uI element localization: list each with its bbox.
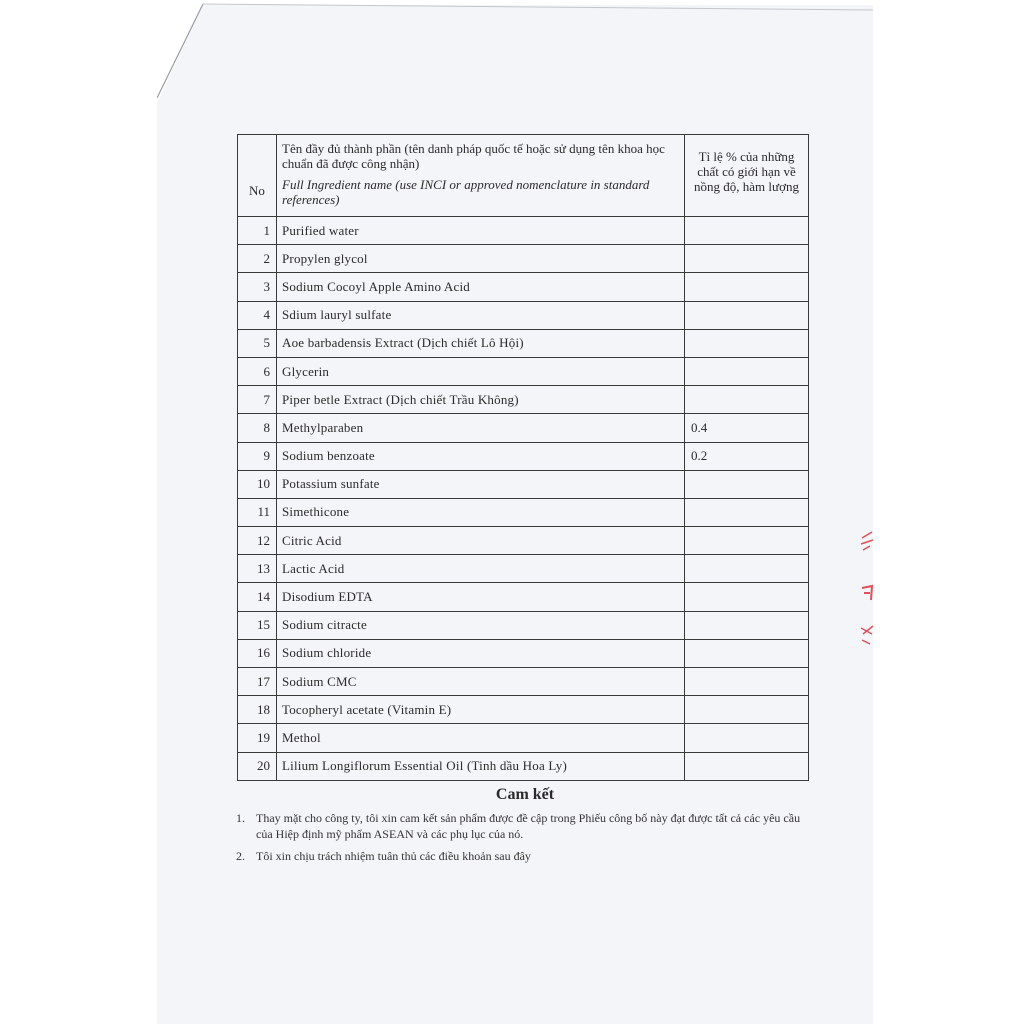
ingredient-percentage	[685, 696, 809, 724]
table-row	[238, 668, 809, 696]
ingredient-name: Methylparaben	[277, 414, 685, 442]
row-number: 2	[238, 245, 277, 273]
row-number: 12	[238, 527, 277, 555]
table-row	[238, 442, 809, 470]
ingredient-name: Lactic Acid	[277, 555, 685, 583]
commitment-item-text: Tôi xin chịu trách nhiệm tuân thủ các điều khoản sau đây	[256, 849, 531, 863]
table-row	[238, 639, 809, 667]
ingredient-name: Sodium benzoate	[277, 442, 685, 470]
row-number: 9	[238, 442, 277, 470]
ingredient-percentage: 0.2	[685, 442, 809, 470]
table-row	[238, 329, 809, 357]
row-number: 19	[238, 724, 277, 752]
ingredient-name: Aoe barbadensis Extract (Dịch chiết Lô Hội)	[277, 329, 685, 357]
row-number: 4	[238, 301, 277, 329]
commitment-title: Cam kết	[495, 786, 555, 803]
ingredient-percentage	[685, 583, 809, 611]
commitment-item-text: Thay mặt cho công ty, tôi xin cam kết sản phẩm được đề cập trong Phiếu công bố này đạt được tất cả các yêu cầu của Hiệp định mỹ phẩm ASEAN và các phụ lục của nó.	[256, 811, 801, 841]
table-row	[238, 527, 809, 555]
table-row	[238, 386, 809, 414]
row-number: 16	[238, 639, 277, 667]
ingredient-name: Simethicone	[277, 498, 685, 526]
ingredient-name: Disodium EDTA	[277, 583, 685, 611]
commitment-item-1	[236, 810, 816, 842]
row-number: 13	[238, 555, 277, 583]
ingredient-name: Sodium citracte	[277, 611, 685, 639]
ingredient-percentage	[685, 752, 809, 780]
row-number: 7	[238, 386, 277, 414]
ingredient-percentage	[685, 329, 809, 357]
row-number: 18	[238, 696, 277, 724]
header-ingredient-name	[277, 135, 685, 217]
row-number: 1	[238, 217, 277, 245]
ingredient-percentage	[685, 668, 809, 696]
ingredient-percentage	[685, 245, 809, 273]
ingredient-name: Sodium Cocoyl Apple Amino Acid	[277, 273, 685, 301]
table-header-row	[238, 135, 809, 217]
table-row	[238, 498, 809, 526]
commitment-item-number: 2.	[236, 849, 245, 863]
ingredient-table	[237, 134, 809, 781]
ingredient-name: Purified water	[277, 217, 685, 245]
ingredient-percentage	[685, 498, 809, 526]
header-percentage: Tỉ lệ % của những chất có giới hạn về nồng độ, hàm lượng	[685, 135, 809, 217]
header-name-vietnamese: Tên đầy đủ thành phần (tên danh pháp quốc tế hoặc sử dụng tên khoa học chuẩn đã được công nhận)	[282, 141, 665, 171]
table-row	[238, 555, 809, 583]
table-row	[238, 470, 809, 498]
table-row	[238, 724, 809, 752]
ingredient-percentage	[685, 639, 809, 667]
ingredient-percentage	[685, 386, 809, 414]
row-number: 5	[238, 329, 277, 357]
table-row	[238, 414, 809, 442]
row-number: 17	[238, 668, 277, 696]
commitment-item-2	[236, 848, 816, 864]
table-row	[238, 752, 809, 780]
row-number: 3	[238, 273, 277, 301]
ingredient-name: Methol	[277, 724, 685, 752]
table-row	[238, 611, 809, 639]
table-row	[238, 357, 809, 385]
ingredient-name: Sdium lauryl sulfate	[277, 301, 685, 329]
ingredient-name: Potassium sunfate	[277, 470, 685, 498]
row-number: 11	[238, 498, 277, 526]
table-row	[238, 273, 809, 301]
row-number: 10	[238, 470, 277, 498]
ingredient-percentage	[685, 273, 809, 301]
table-row	[238, 696, 809, 724]
commitment-item-number: 1.	[236, 811, 245, 825]
row-number: 6	[238, 357, 277, 385]
table-row	[238, 583, 809, 611]
row-number: 8	[238, 414, 277, 442]
ingredient-percentage	[685, 470, 809, 498]
row-number: 20	[238, 752, 277, 780]
ingredient-percentage	[685, 555, 809, 583]
ingredient-percentage	[685, 611, 809, 639]
table-row	[238, 245, 809, 273]
header-no: No	[238, 135, 277, 217]
ingredient-percentage	[685, 217, 809, 245]
ingredient-name: Glycerin	[277, 357, 685, 385]
ingredient-percentage	[685, 724, 809, 752]
ingredient-name: Citric Acid	[277, 527, 685, 555]
table-row	[238, 301, 809, 329]
red-stamp-fragment	[858, 530, 876, 650]
ingredient-name: Sodium chloride	[277, 639, 685, 667]
ingredient-name: Piper betle Extract (Dịch chiết Trầu Không)	[277, 386, 685, 414]
ingredient-percentage	[685, 357, 809, 385]
ingredient-name: Propylen glycol	[277, 245, 685, 273]
header-name-english: Full Ingredient name (use INCI or approved nomenclature in standard references)	[282, 177, 650, 207]
ingredient-percentage	[685, 301, 809, 329]
row-number: 14	[238, 583, 277, 611]
row-number: 15	[238, 611, 277, 639]
ingredient-name: Lilium Longiflorum Essential Oil (Tinh dầu Hoa Ly)	[277, 752, 685, 780]
table-row	[238, 217, 809, 245]
ingredient-percentage	[685, 527, 809, 555]
ingredient-percentage: 0.4	[685, 414, 809, 442]
folded-corner	[157, 5, 203, 103]
ingredient-name: Tocopheryl acetate (Vitamin E)	[277, 696, 685, 724]
ingredient-name: Sodium CMC	[277, 668, 685, 696]
